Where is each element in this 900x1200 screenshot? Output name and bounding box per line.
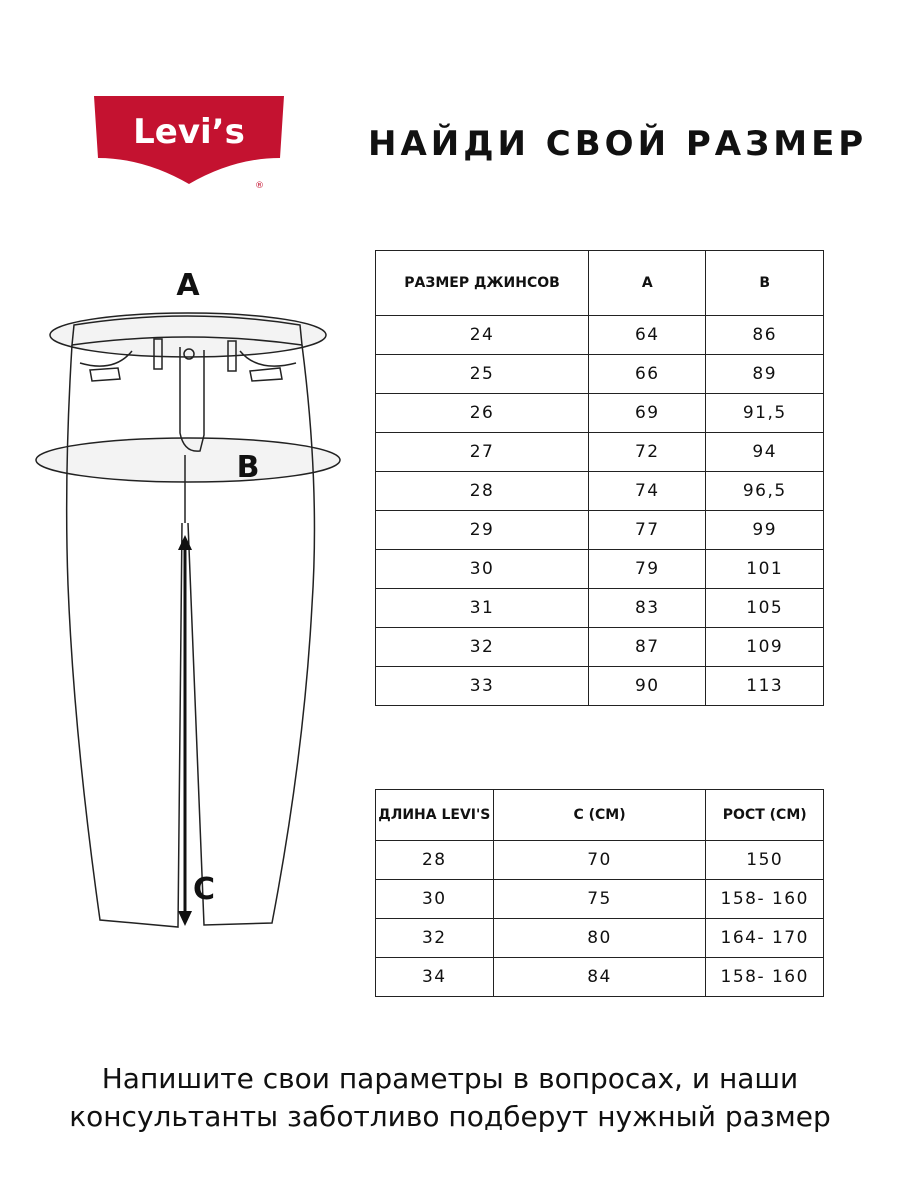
jeans-diagram — [28, 255, 358, 945]
cell-a: 66 — [589, 355, 706, 394]
cell-a: 83 — [589, 589, 706, 628]
right-coin-pocket — [250, 368, 282, 381]
registered-mark: ® — [255, 181, 264, 191]
cell-height: 150 — [706, 841, 824, 880]
cell-b: 99 — [706, 511, 824, 550]
table-header-row — [376, 251, 824, 316]
logo-text: Levi’s — [133, 112, 245, 152]
cell-height: 158- 160 — [706, 958, 824, 997]
table-row — [376, 628, 824, 667]
cell-a: 72 — [589, 433, 706, 472]
fly-stitch — [180, 347, 204, 451]
cell-length: 34 — [376, 958, 494, 997]
cell-a: 87 — [589, 628, 706, 667]
cell-b: 96,5 — [706, 472, 824, 511]
left-leg — [67, 345, 182, 927]
header-a: A — [589, 251, 706, 316]
header-height-cm: РОСТ (СМ) — [706, 790, 824, 841]
page-title: НАЙДИ СВОЙ РАЗМЕР — [368, 124, 868, 164]
cell-height: 164- 170 — [706, 919, 824, 958]
waist-ellipse — [50, 313, 326, 357]
cell-c: 75 — [493, 880, 706, 919]
cell-c: 70 — [493, 841, 706, 880]
cell-size: 31 — [376, 589, 589, 628]
cell-size: 33 — [376, 667, 589, 706]
table-row — [376, 841, 824, 880]
table-row — [376, 511, 824, 550]
cell-a: 77 — [589, 511, 706, 550]
cell-a: 74 — [589, 472, 706, 511]
table-row — [376, 433, 824, 472]
cell-size: 26 — [376, 394, 589, 433]
cell-size: 25 — [376, 355, 589, 394]
cell-b: 113 — [706, 667, 824, 706]
label-c: C — [192, 872, 216, 907]
hip-ellipse — [36, 438, 340, 482]
table-row — [376, 316, 824, 355]
footer-note — [0, 1060, 900, 1136]
levis-logo — [94, 96, 284, 192]
cell-length: 28 — [376, 841, 494, 880]
table-row — [376, 472, 824, 511]
header-length: ДЛИНА LEVI'S — [376, 790, 494, 841]
cell-c: 84 — [493, 958, 706, 997]
table-row — [376, 880, 824, 919]
table-row — [376, 355, 824, 394]
cell-b: 109 — [706, 628, 824, 667]
footer-line-1: Напишите свои параметры в вопросах, и наши — [101, 1062, 799, 1095]
cell-size: 28 — [376, 472, 589, 511]
cell-b: 86 — [706, 316, 824, 355]
cell-size: 27 — [376, 433, 589, 472]
header-jeans-size: РАЗМЕР ДЖИНСОВ — [376, 251, 589, 316]
cell-size: 24 — [376, 316, 589, 355]
cell-length: 30 — [376, 880, 494, 919]
table-row — [376, 958, 824, 997]
waist-size-table — [375, 250, 824, 706]
cell-b: 94 — [706, 433, 824, 472]
cell-size: 32 — [376, 628, 589, 667]
table-row — [376, 919, 824, 958]
table-row — [376, 589, 824, 628]
header-b: B — [706, 251, 824, 316]
cell-length: 32 — [376, 919, 494, 958]
cell-b: 89 — [706, 355, 824, 394]
cell-a: 69 — [589, 394, 706, 433]
length-size-table — [375, 789, 824, 997]
table-row — [376, 550, 824, 589]
cell-a: 79 — [589, 550, 706, 589]
cell-b: 105 — [706, 589, 824, 628]
footer-line-2: консультанты заботливо подберут нужный размер — [69, 1100, 831, 1133]
label-a: A — [176, 268, 200, 303]
label-b: B — [236, 450, 260, 485]
cell-a: 90 — [589, 667, 706, 706]
left-coin-pocket — [90, 368, 120, 381]
cell-a: 64 — [589, 316, 706, 355]
table-row — [376, 394, 824, 433]
right-leg — [188, 345, 314, 925]
cell-b: 91,5 — [706, 394, 824, 433]
cell-size: 29 — [376, 511, 589, 550]
cell-height: 158- 160 — [706, 880, 824, 919]
cell-b: 101 — [706, 550, 824, 589]
cell-c: 80 — [493, 919, 706, 958]
table-header-row — [376, 790, 824, 841]
table-row — [376, 667, 824, 706]
header-c-cm: C (СМ) — [493, 790, 706, 841]
cell-size: 30 — [376, 550, 589, 589]
